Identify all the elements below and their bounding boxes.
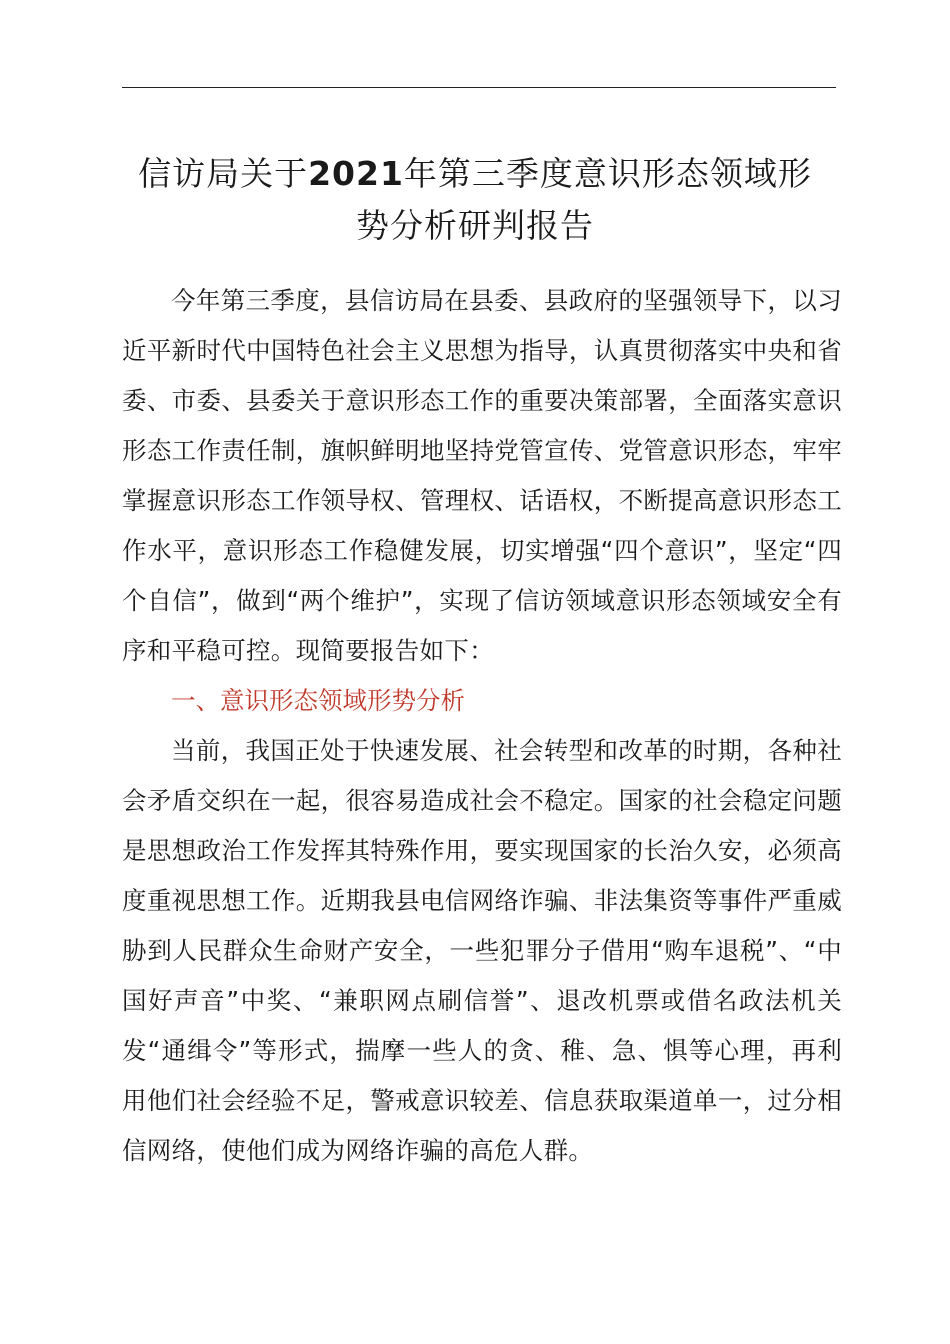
analysis-paragraph: 当前，我国正处于快速发展、社会转型和改革的时期，各种社会矛盾交织在一起，很容易造成社会不稳定。国家的社会稳定问题是思想政治工作发挥其特殊作用，要实现国家的长治久安，必须高度重视思想工作。近期我县电信网络诈骗、非法集资等事件严重威胁到人民群众生命财产安全，一些犯罪分子借用“购车退税”、“中国好声音”中奖、“兼职网点刷信誉”、退改机票或借名政法机关发“通缉令”等形式，揣摩一些人的贪、稚、急、惧等心理，再利用他们社会经验不足，警戒意识较差、信息获取渠道单一，过分相信网络，使他们成为网络诈骗的高危人群。 [122,736,842,1165]
intro-paragraph: 今年第三季度，县信访局在县委、县政府的坚强领导下，以习近平新时代中国特色社会主义思想为指导，认真贯彻落实中央和省委、市委、县委关于意识形态工作的重要决策部署，全面落实意识形态工作责任制，旗帜鲜明地坚持党管宣传、党管意识形态，牢牢掌握意识形态工作领导权、管理权、话语权，不断提高意识形态工作水平，意识形态工作稳健发展，切实增强“四个意识”，坚定“四个自信”，做到“两个维护”，实现了信访领域意识形态领域安全有序和平稳可控。现简要报告如下： [122,286,842,665]
header-rule [122,87,836,88]
title-line1-rest: 年第三季度意识形态领域形 [403,154,812,193]
document-body [122,276,842,1176]
document-title [100,148,850,252]
section-heading-1: 一、意识形态领域形势分析 [171,686,465,715]
title-year: 2021 [308,154,404,193]
title-line2: 势分析研判报告 [356,206,594,245]
title-prefix: 信访局关于 [138,154,309,193]
